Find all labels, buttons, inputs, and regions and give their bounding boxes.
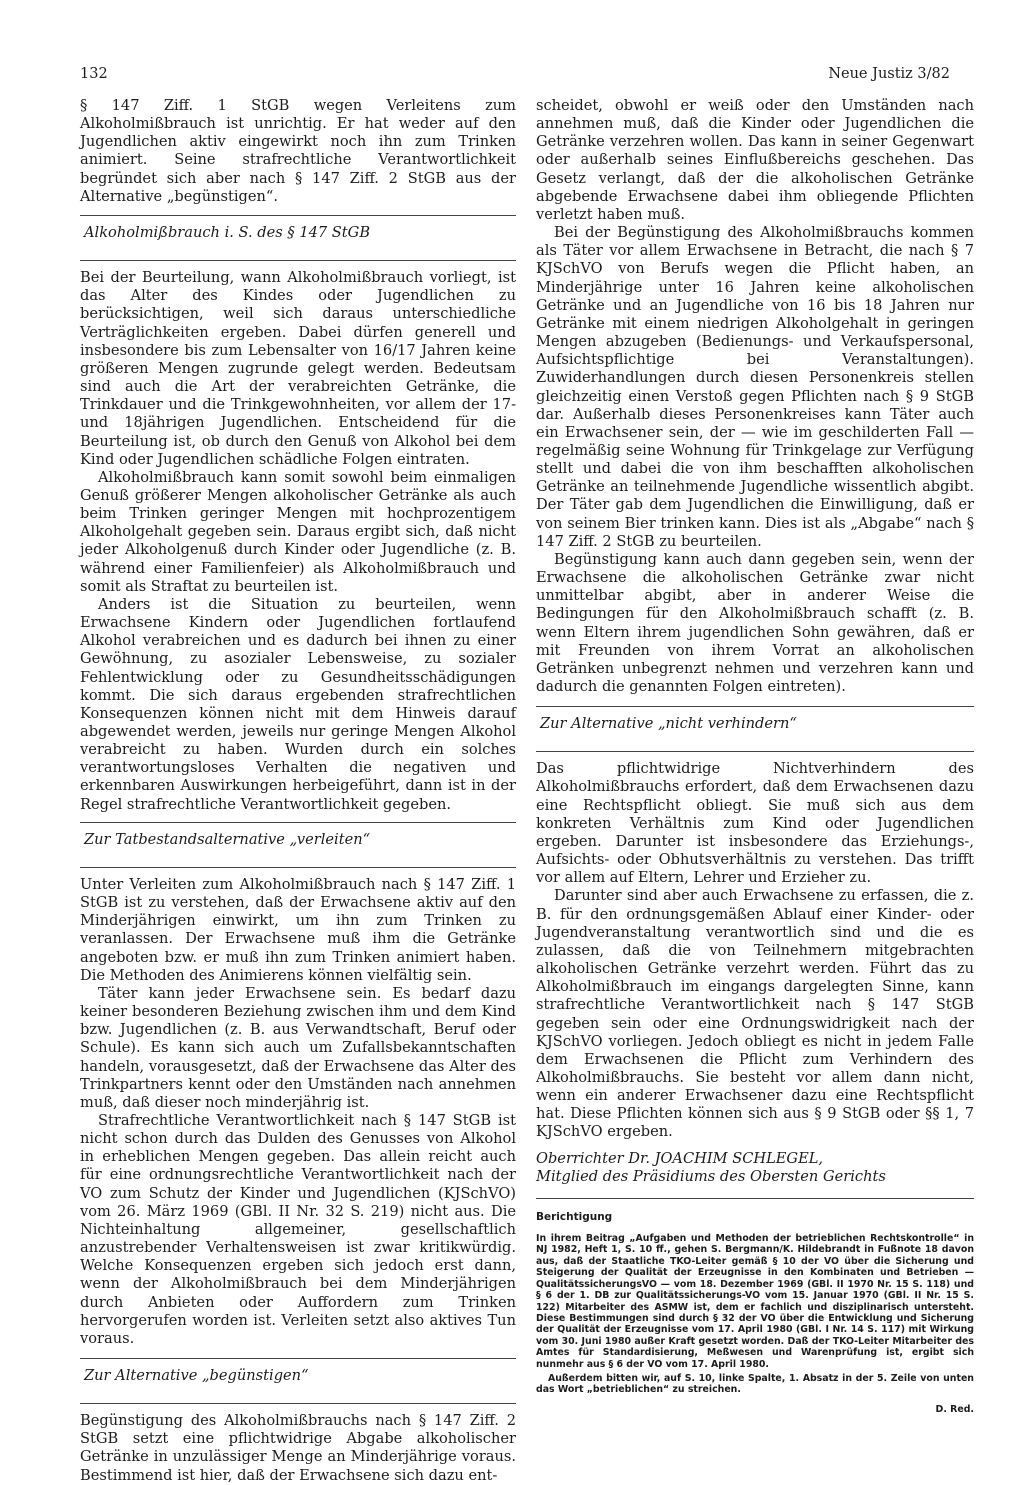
body-paragraph: Anders ist die Situation zu beurteilen, wenn Erwachsene Kindern oder Jugendlichen fortlaufend Alkohol verabreichen und es dadurch bei ihnen zu einer Gewöhnung, zu asozialer Lebensweise, zu sozialer Fehlentwicklung oder zu Gesundheitsschädigungen kommt. Die sich daraus ergebenden strafrechtlichen Konsequenzen können nicht mit dem Hinweis darauf abgewendet werden, jeweils nur geringe Mengen Alkohol verabreicht zu haben. Wurden durch ein solches verantwortungsloses Verhalten die negativen und erkennbaren Auswirkungen herbeigeführt, dann ist in der Regel strafrechtliche Verantwortlichkeit gegeben. bbox=[80, 595, 516, 813]
left-column bbox=[80, 97, 516, 1485]
section-divider bbox=[536, 751, 974, 752]
author-name: Oberrichter Dr. JOACHIM SCHLEGEL, bbox=[536, 1149, 824, 1167]
body-paragraph: Begünstigung des Alkoholmißbrauchs nach § 147 Ziff. 2 StGB setzt eine pflichtwidrige Abgabe alkoholischer Getränke in unzulässiger Menge an Minderjährige voraus. Bestimmend ist hier, daß der Erwachsene sich dazu ent- bbox=[80, 1412, 516, 1484]
body-paragraph: Täter kann jeder Erwachsene sein. Es bedarf dazu keiner besonderen Beziehung zwischen ihm und dem Kind bzw. Jugendlichen (z. B. aus Verwandtschaft, Beruf oder Schule). Es kann sich auch um Zufallsbekanntschaften handeln, vorausgesetzt, daß der Erwachsene das Alter des Trinkpartners kennt oder den Umständen nach annehmen muß, daß dieser noch minderjährig ist. bbox=[80, 984, 516, 1111]
section-divider bbox=[80, 1358, 516, 1359]
body-paragraph: Bei der Begünstigung des Alkoholmißbrauchs kommen als Täter vor allem Erwachsene in Betracht, die nach § 7 KJSchVO von Berufs wegen die Pflicht haben, an Minderjährige unter 16 Jahren keine alkoholischen Getränke und an Jugendliche von 16 bis 18 Jahren nur Getränke mit einem niedrigen Alkoholgehalt in geringen Mengen abzugeben (Bedienungs- und Verkaufspersonal, Aufsichtspflichtige bei Veranstaltungen). Zuwiderhandlungen durch diesen Personenkreis stellen gleichzeitig einen Verstoß gegen Pflichten nach § 9 StGB dar. Außerhalb dieses Personenkreises kann Täter auch ein Erwachsener sein, der — wie im geschilderten Fall — regelmäßig seine Wohnung für Trinkgelage zur Verfügung stellt und dabei die von ihm beschafften alkoholischen Getränke an teilnehmende Jugendliche wissentlich abgibt. Der Täter gab dem Jugendlichen die Einwilligung, daß er von seinem Bier trinken kann. Dies ist als „Abgabe“ nach § 147 Ziff. 2 StGB zu beurteilen. bbox=[536, 224, 974, 550]
author-title: Mitglied des Präsidiums des Obersten Gerichts bbox=[536, 1167, 886, 1185]
section-heading: Zur Alternative „begünstigen“ bbox=[84, 1367, 309, 1384]
section-divider bbox=[536, 706, 974, 707]
section-divider bbox=[80, 215, 516, 216]
page-number: 132 bbox=[80, 66, 108, 82]
body-paragraph: Darunter sind aber auch Erwachsene zu erfassen, die z. B. für den ordnungsgemäßen Ablauf einer Kinder- oder Jugendveranstaltung verantwortlich sind und die es zulassen, daß die von Teilnehmern mitgebrachten alkoholischen Getränke verzehrt werden. Führt das zu Alkoholmißbrauch im eingangs dargelegten Sinne, kann strafrechtliche Verantwortlichkeit nach § 147 StGB gegeben sein oder eine Ordnungswidrigkeit nach der KJSchVO vorliegen. Jedoch obliegt es nicht in jedem Falle dem Erwachsenen die Pflicht zum Verhindern des Alkoholmißbrauchs. Sie besteht vor allem dann nicht, wenn ein anderer Erwachsener dazu eine Rechtspflicht hat. Diese Pflichten können sich aus § 9 StGB oder §§ 1, 7 KJSchVO ergeben. bbox=[536, 887, 974, 1141]
right-column bbox=[536, 97, 974, 1415]
section-heading: Zur Tatbestandsalternative „verleiten“ bbox=[84, 830, 371, 848]
body-paragraph: scheidet, obwohl er weiß oder den Umständen nach annehmen muß, daß die Kinder oder Jugendlichen die Getränke verzehren wollen. Das kann in seiner Gegenwart oder außerhalb seines Einflußbereichs geschehen. Das Gesetz verlangt, daß der die alkoholischen Getränke abgebende Erwachsene dabei ihm obliegende Pflichten verletzt haben muß. bbox=[536, 97, 974, 223]
body-paragraph: Begünstigung kann auch dann gegeben sein, wenn der Erwachsene die alkoholischen Getränke zwar nicht unmittelbar abgibt, aber in anderer Weise die Bedingungen für den Alkoholmißbrauch schafft (z. B. wenn Eltern ihrem jugendlichen Sohn gewähren, daß er mit Freunden von ihrem Vorrat an alkoholischen Getränken unbegrenzt nehmen und verzehren kann und dadurch die genannten Folgen eintreten). bbox=[536, 550, 974, 695]
correction-paragraph: Außerdem bitten wir, auf S. 10, linke Spalte, 1. Absatz in der 5. Zeile von unten das Wort „betrieblichen“ zu streichen. bbox=[536, 1372, 974, 1396]
section-divider bbox=[80, 822, 516, 823]
section-divider bbox=[80, 260, 516, 261]
correction-heading: Berichtigung bbox=[536, 1210, 613, 1223]
section-divider bbox=[80, 1403, 516, 1404]
body-paragraph: Bei der Beurteilung, wann Alkoholmißbrauch vorliegt, ist das Alter des Kindes oder Jugendlichen zu berücksichtigen, weil sich daraus unterschiedliche Verträglichkeiten ergeben. Dabei dürfen generell und insbesondere bis zum Lebensalter von 16/17 Jahren keine größeren Mengen zugrunde gelegt werden. Bedeutsam sind auch die Art der verabreichten Getränke, die Trinkdauer und die Trinkgewohnheiten, vor allem der 17- und 18jährigen Jugendlichen. Entscheidend für die Beurteilung ist, ob durch den Genuß von Alkohol bei dem Kind oder Jugendlichen schädliche Folgen eintraten. bbox=[80, 269, 516, 468]
section-heading: Zur Alternative „nicht verhindern“ bbox=[540, 715, 797, 733]
correction-signature: D. Red. bbox=[935, 1403, 974, 1415]
section-divider bbox=[80, 867, 516, 868]
author-signature bbox=[536, 1150, 974, 1186]
body-paragraph: Strafrechtliche Verantwortlichkeit nach § 147 StGB ist nicht schon durch das Dulden des Genusses von Alkohol in erheblichen Mengen gegeben. Das allein reicht auch für eine ordnungsrechtliche Verantwortlichkeit nach der VO zum Schutz der Kinder und Jugendlichen (KJSchVO) vom 26. März 1969 (GBl. II Nr. 32 S. 219) nicht aus. Die Nichteinhaltung allgemeiner, gesellschaftlich anzustrebender Verhaltensweisen ist zwar kritikwürdig. Welche Konsequenzen ergeben sich jedoch erst dann, wenn der Alkoholmißbrauch bei dem Minderjährigen durch Anbieten oder Auffordern zum Trinken hervorgerufen worden ist. Verleiten setzt also aktives Tun voraus. bbox=[80, 1111, 516, 1347]
section-divider bbox=[536, 1198, 974, 1199]
correction-paragraph: In ihrem Beitrag „Aufgaben und Methoden der betrieblichen Rechtskontrolle“ in NJ 1982, Heft 1, S. 10 ff., gehen S. Bergmann/K. Hildebrandt in Fußnote 18 davon aus, daß der Staatliche TKO-Leiter gemäß § 10 der VO über die Sicherung und Steigerung der Qualität der Erzeugnisse in den Kombinaten und Betrieben — QualitätssicherungsVO — vom 18. Dezember 1969 (GBl. II 1970 Nr. 15 S. 118) und § 6 der 1. DB zur Qualitätssicherungs-VO vom 15. Januar 1970 (GBl. II Nr. 15 S. 122) Mitarbeiter des ASMW ist, dem er fachlich und disziplinarisch untersteht. Diese Bestimmungen sind durch § 32 der VO über die Entwicklung und Sicherung der Qualität der Erzeugnisse vom 17. April 1980 (GBl. I Nr. 14 S. 117) mit Wirkung vom 30. Juni 1980 außer Kraft gesetzt worden. Daß der TKO-Leiter Mitarbeiter des Amtes für Standardisierung, Meßwesen und Warenprüfung ist, ergibt sich nunmehr aus § 6 der VO vom 17. April 1980. bbox=[536, 1233, 974, 1370]
intro-paragraph: § 147 Ziff. 1 StGB wegen Verleitens zum Alkoholmißbrauch ist unrichtig. Er hat weder auf den Jugendlichen aktiv eingewirkt noch ihn zum Trinken animiert. Seine strafrechtliche Verantwortlichkeit begründet sich aber nach § 147 Ziff. 2 StGB aus der Alternative „begünstigen“. bbox=[80, 97, 516, 205]
body-paragraph: Unter Verleiten zum Alkoholmißbrauch nach § 147 Ziff. 1 StGB ist zu verstehen, daß der Erwachsene aktiv auf den Minderjährigen einwirkt, um ihn zum Trinken zu veranlassen. Der Erwachsene muß ihm die Getränke angeboten bzw. er muß ihn zum Trinken animiert haben. Die Methoden des Animierens können vielfältig sein. bbox=[80, 875, 516, 984]
section-heading: Alkoholmißbrauch i. S. des § 147 StGB bbox=[84, 223, 371, 241]
body-paragraph: Das pflichtwidrige Nichtverhindern des Alkoholmißbrauchs erfordert, daß dem Erwachsenen dazu eine Rechtspflicht obliegt. Sie muß sich aus dem konkreten Verhältnis zum Kind oder Jugendlichen ergeben. Darunter ist insbesondere das Erziehungs-, Aufsichts- oder Obhutsverhältnis zu verstehen. Das trifft vor allem auf Eltern, Lehrer und Erzieher zu. bbox=[536, 760, 974, 887]
body-paragraph: Alkoholmißbrauch kann somit sowohl beim einmaligen Genuß größerer Mengen alkoholischer Getränke als auch beim Trinken geringer Mengen mit hochprozentigem Alkoholgehalt gegeben sein. Daraus ergibt sich, daß nicht jeder Alkoholgenuß durch Kinder oder Jugendliche (z. B. während einer Familienfeier) als Alkoholmißbrauch und somit als Straftat zu beurteilen ist. bbox=[80, 468, 516, 595]
journal-issue: Neue Justiz 3/82 bbox=[828, 66, 950, 82]
